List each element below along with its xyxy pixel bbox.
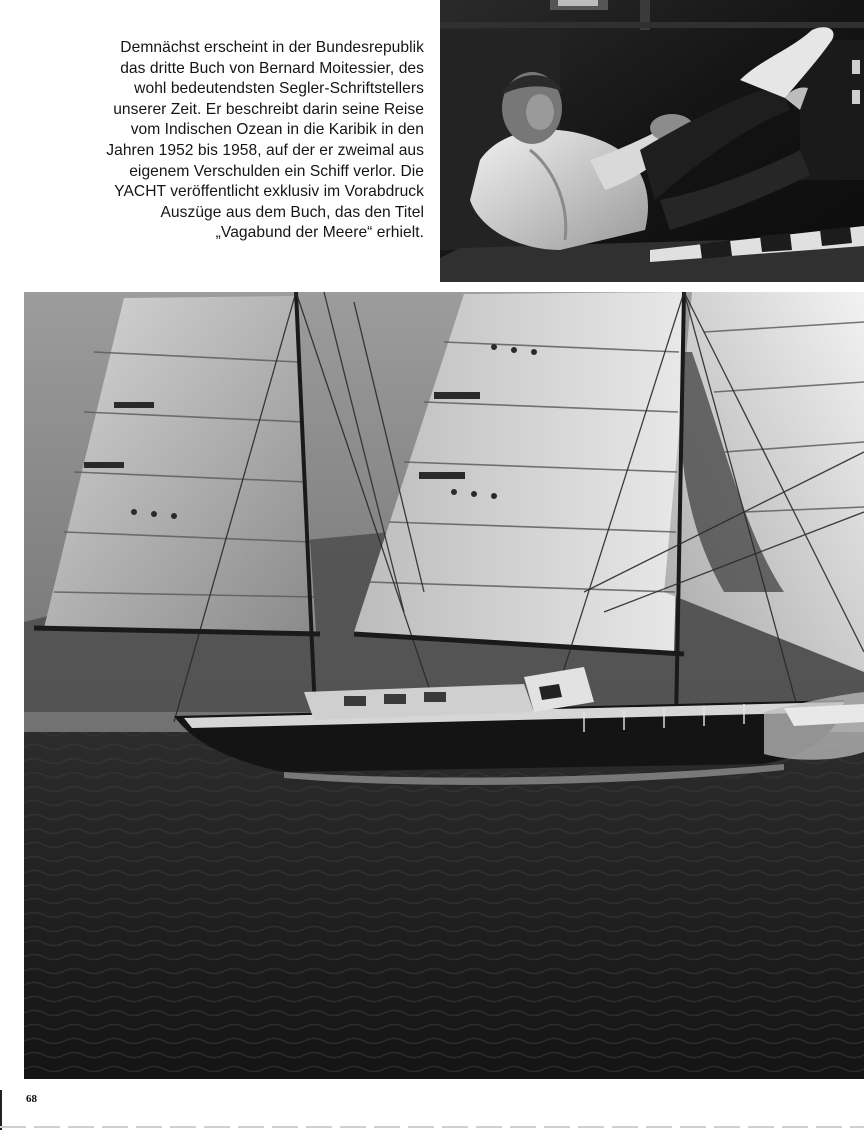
intro-line: Demnächst erscheint in der Bundesrepublik <box>120 39 424 56</box>
intro-line: vom Indischen Ozean in die Karibik in den <box>130 121 424 139</box>
bottom-rule <box>0 1126 864 1128</box>
intro-line: YACHT veröffentlicht exklusiv im Vorabdruck <box>114 183 424 201</box>
margin-rule <box>0 1090 2 1130</box>
intro-line: Jahren 1952 bis 1958, auf der er zweimal aus <box>106 141 424 159</box>
intro-line: das dritte Buch von Bernard Moitessier, des <box>120 59 424 77</box>
sailing-yacht-photo <box>24 292 864 1079</box>
sailing-yacht-drawing <box>24 292 864 1079</box>
intro-line: Auszüge aus dem Buch, das den Titel <box>160 203 424 221</box>
intro-paragraph <box>24 38 424 244</box>
intro-line: unserer Zeit. Er beschreibt darin seine Reise <box>113 100 424 118</box>
intro-line: „Vagabund der Meere“ erhielt. <box>215 224 424 242</box>
portrait-photo-drawing <box>440 0 864 282</box>
portrait-photo <box>440 0 864 282</box>
intro-line: wohl bedeutendsten Segler-Schriftstellers <box>134 80 424 98</box>
intro-line: eigenem Verschulden ein Schiff verlor. Die <box>129 162 424 180</box>
page-number: 68 <box>26 1093 37 1105</box>
